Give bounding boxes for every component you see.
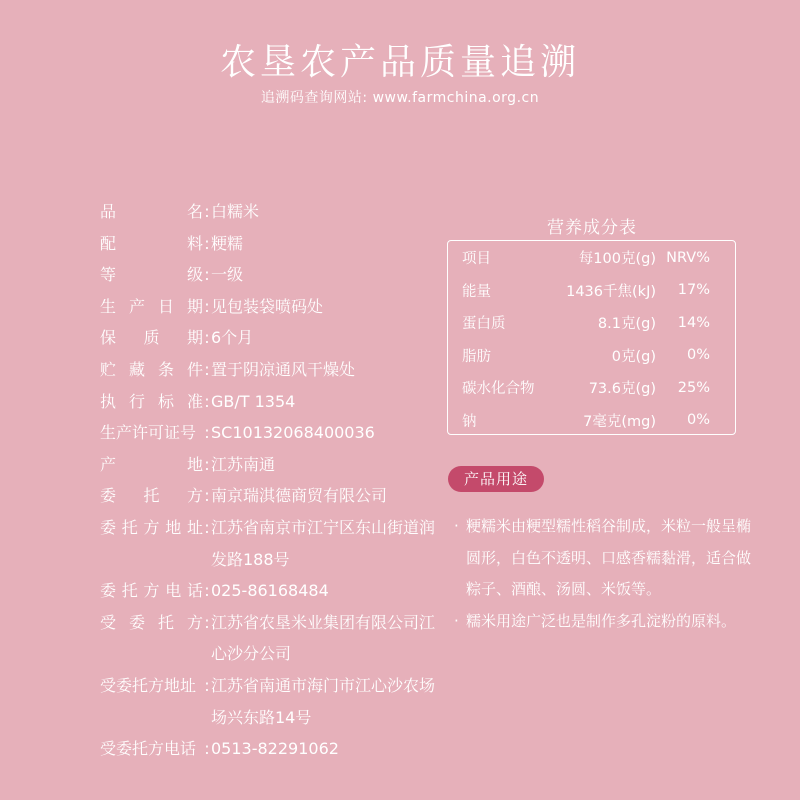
nutrition-amount: 7毫克(mg) bbox=[583, 413, 656, 430]
product-info-list bbox=[100, 196, 440, 765]
info-row bbox=[100, 607, 440, 670]
info-value: GB/T 1354 bbox=[211, 391, 296, 411]
info-row bbox=[100, 670, 440, 733]
nutrition-header-row bbox=[448, 241, 735, 274]
usage-item-text: 糯米用途广泛也是制作多孔淀粉的原料。 bbox=[466, 611, 737, 630]
info-separator: : bbox=[204, 233, 210, 253]
info-separator: : bbox=[204, 517, 210, 537]
page-title: 农垦农产品质量追溯 bbox=[219, 42, 580, 83]
info-value: SC10132068400036 bbox=[211, 423, 375, 443]
info-separator: : bbox=[204, 581, 210, 601]
info-row bbox=[100, 480, 440, 512]
product-usage-badge: 产品用途 bbox=[448, 466, 544, 492]
nutrition-header-item: 项目 bbox=[462, 251, 491, 268]
info-separator: : bbox=[204, 296, 210, 316]
info-row bbox=[100, 733, 440, 765]
info-value: 6个月 bbox=[211, 328, 254, 348]
nutrition-amount: 0克(g) bbox=[611, 348, 656, 365]
nutrition-row bbox=[448, 339, 735, 372]
info-row bbox=[100, 322, 440, 354]
nutrition-row bbox=[448, 274, 735, 307]
info-value: 江苏省南通市海门市江心沙农场场兴东路14号 bbox=[211, 675, 436, 727]
info-label: 贮 藏 条 件 bbox=[100, 359, 203, 379]
info-row bbox=[100, 386, 440, 418]
info-separator: : bbox=[204, 202, 210, 221]
nutrition-table bbox=[447, 240, 736, 435]
info-row bbox=[100, 291, 440, 323]
info-row bbox=[100, 417, 440, 449]
info-value: 置于阴凉通风干燥处 bbox=[211, 359, 356, 379]
nutrition-header-nrv: NRV% bbox=[666, 249, 710, 266]
info-row bbox=[100, 512, 440, 575]
nutrition-header-per100g: 每100克(g) bbox=[578, 251, 656, 268]
nutrition-nrv: 25% bbox=[677, 379, 710, 396]
nutrition-amount: 73.6克(g) bbox=[588, 381, 656, 398]
info-label: 品 名 bbox=[100, 202, 203, 221]
nutrition-row bbox=[448, 404, 735, 437]
info-row bbox=[100, 259, 440, 291]
info-separator: : bbox=[204, 675, 210, 695]
nutrition-table-title: 营养成分表 bbox=[547, 218, 637, 238]
nutrition-row bbox=[448, 306, 735, 339]
info-row bbox=[100, 196, 440, 228]
info-row bbox=[100, 575, 440, 607]
info-separator: : bbox=[204, 486, 210, 506]
info-label: 执 行 标 准 bbox=[100, 391, 203, 411]
info-label: 受委托方电话 bbox=[100, 739, 197, 759]
info-label: 生产许可证号 bbox=[100, 423, 197, 443]
usage-item-text: 粳糯米由粳型糯性稻谷制成，米粒一般呈椭圆形，白色不透明、口感香糯黏滑，适合做粽子、酒酿、汤圆、米饭等。 bbox=[466, 517, 752, 598]
info-separator: : bbox=[204, 612, 210, 632]
info-value: 江苏省农垦米业集团有限公司江心沙分公司 bbox=[211, 612, 436, 664]
nutrition-amount: 8.1克(g) bbox=[597, 316, 656, 333]
info-value: 江苏南通 bbox=[211, 454, 276, 474]
info-label: 生 产 日 期 bbox=[100, 296, 203, 316]
info-separator: : bbox=[204, 454, 210, 474]
nutrition-nrv: 14% bbox=[677, 314, 710, 331]
info-separator: : bbox=[204, 739, 210, 759]
nutrition-nrv: 0% bbox=[686, 412, 710, 429]
info-separator: : bbox=[204, 328, 210, 348]
info-label: 委 托 方 地 址 bbox=[100, 517, 203, 537]
info-label: 等 级 bbox=[100, 265, 203, 285]
nutrition-item: 脂肪 bbox=[462, 348, 491, 365]
info-label: 配 料 bbox=[100, 233, 203, 253]
info-value: 025-86168484 bbox=[211, 581, 329, 601]
info-label: 保 质 期 bbox=[100, 328, 203, 348]
info-label: 产 地 bbox=[100, 454, 203, 474]
info-label: 委 托 方 电 话 bbox=[100, 581, 203, 601]
nutrition-amount: 1436千焦(kJ) bbox=[566, 283, 656, 300]
info-value: 0513-82291062 bbox=[211, 739, 339, 759]
info-value: 一级 bbox=[211, 265, 244, 285]
info-row bbox=[100, 228, 440, 260]
nutrition-item: 能量 bbox=[462, 283, 491, 300]
bullet-icon: · bbox=[454, 611, 459, 630]
product-usage-text bbox=[454, 511, 754, 637]
nutrition-item: 钠 bbox=[462, 413, 477, 430]
nutrition-nrv: 17% bbox=[677, 282, 710, 299]
info-separator: : bbox=[204, 423, 210, 443]
info-value: 白糯米 bbox=[211, 202, 260, 221]
nutrition-item: 碳水化合物 bbox=[462, 381, 535, 398]
info-row bbox=[100, 449, 440, 481]
info-row bbox=[100, 354, 440, 386]
info-label: 受委托方地址 bbox=[100, 675, 197, 695]
info-separator: : bbox=[204, 265, 210, 285]
usage-item bbox=[454, 511, 754, 606]
info-value: 江苏省南京市江宁区东山街道润发路188号 bbox=[211, 517, 436, 569]
info-value: 见包装袋喷码处 bbox=[211, 296, 324, 316]
nutrition-row bbox=[448, 371, 735, 404]
info-value: 粳糯 bbox=[211, 233, 244, 253]
info-label: 受 委 托 方 bbox=[100, 612, 203, 632]
nutrition-nrv: 0% bbox=[686, 347, 710, 364]
info-label: 委 托 方 bbox=[100, 486, 203, 506]
trace-website-text: 追溯码查询网站: www.farmchina.org.cn bbox=[260, 90, 540, 106]
nutrition-item: 蛋白质 bbox=[462, 316, 506, 333]
bullet-icon: · bbox=[454, 517, 459, 535]
info-separator: : bbox=[204, 391, 210, 411]
info-value: 南京瑞淇德商贸有限公司 bbox=[211, 486, 388, 506]
info-separator: : bbox=[204, 359, 210, 379]
usage-item bbox=[454, 606, 754, 638]
